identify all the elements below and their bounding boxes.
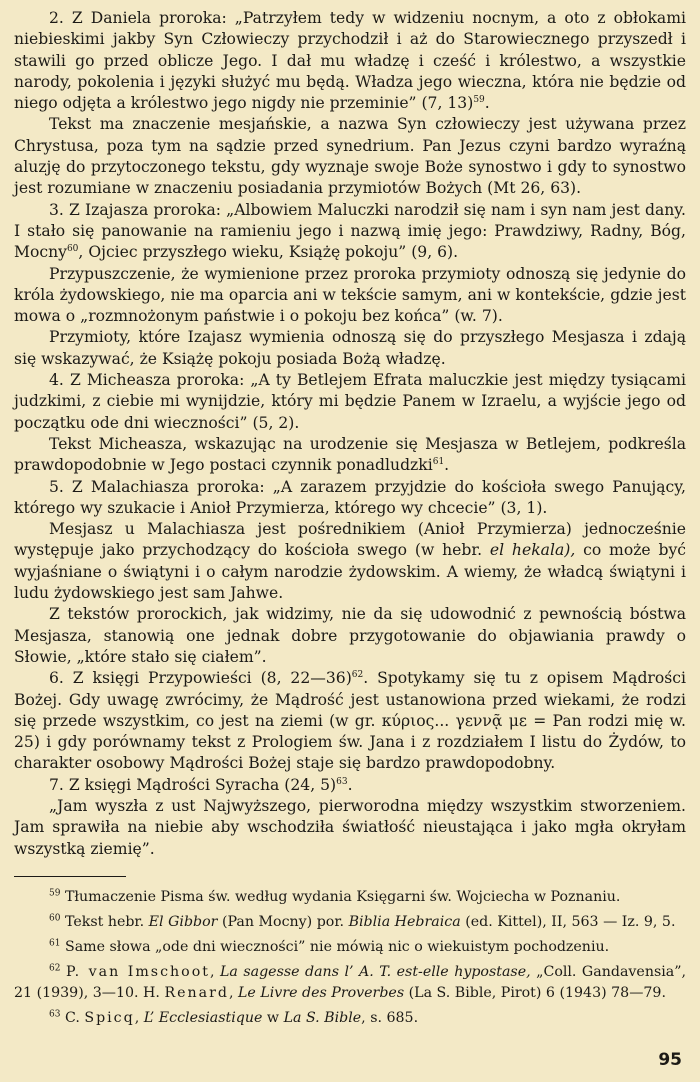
footnote-60: $^{60}$ Tekst hebr. El Gibbor (Pan Mocny) por. Biblia Hebraica (ed. Kittel), II, 563 — Iz. 9, 5. [49,913,676,930]
footnote-62: $^{62}$ P. van Imschoot, La sagesse dans l’ A. T. est-elle hypostase, „Coll. Gandavensia”, 21 (1939), 3—10. H. Renard, Le Livre des Proverbes (La S. Bible, Pirot) 6 (1943) 78—79. [14,963,686,1001]
paragraph-malachi-messiah: Mesjasz u Malachiasza jest pośrednikiem (Anioł Przymierza) jednocześnie występuje jako przychodzący do kościoła swego (w hebr. el hekala), co może być wyjaśniane o świątyni i o całym narodzie żydowskim. A wiemy, że władcą świątyni i ludu żydowskiego jest sam Jahwe. [14,520,686,603]
footnote-ref-61: 61 [432,457,445,468]
footnote-divider [14,876,126,877]
footnote-ref-63: 63 [336,776,348,787]
paragraph-sirach-quote: „Jam wyszła z ust Najwyższego, pierworodna między wszystkim stworzeniem. Jam sprawiła na niebie aby wschodziła światłość nieustająca i jako mgła okryłam wszystką ziemię”. [14,796,686,858]
page-body [14,8,686,1033]
page-number: 95 [658,1050,682,1070]
paragraph-son-of-man: Tekst ma znaczenie mesjańskie, a nazwa Syn człowieczy jest używana przez Chrystusa, poza tym na sądzie przed synedrium. Pan Jezus czyni bardzo wyraźną aluzję do przytoczonego tekstu, gdy wyznaje swoje Boże synostwo i gdy to synostwo jest rozumiane w znaczeniu posiadania przymiotów Bożych (Mt 26, 63). [14,115,686,198]
paragraph-sirach: 7. Z księgi Mądrości Syracha (24, 5)$^{63}$. [49,775,353,794]
footnote-ref-62: 62 [351,670,364,681]
paragraph-proverbs: 6. Z księgi Przypowieści (8, 22—36)$^{62}$. Spotykamy się tu z opisem Mądrości Bożej. Gdy uwagę zwrócimy, że Mądrość jest ustanowiona przed wiekami, że rodzi się przede wszystkim, co jest na ziemi (w gr. κύριος... γεννᾷ με = Pan rodzi mię w. 25) i gdy porównamy tekst z Prologiem św. Jana i z rozdziałem I listu do Żydów, to charakter osobowy Mądrości Bożej staje się bardzo prawdopodobny. [14,669,686,773]
footnote-59: $^{59}$ Tłumaczenie Pisma św. według wydania Księgarni św. Wojciecha w Poznaniu. [49,888,621,905]
footnotes [14,887,686,1029]
paragraph-micah: 4. Z Micheasza proroka: „A ty Betlejem Efrata maluczkie jest między tysiącami judzkimi, z ciebie mi wynijdzie, który mi będzie Panem w Izraelu, a wyjście jego od początku ode dni wieczności” (5, 2). [14,371,686,432]
footnote-61: $^{61}$ Same słowa „ode dni wieczności” nie mówią nic o wiekuistym pochodzeniu. [49,938,610,955]
footnote-ref-59: 59 [473,95,485,105]
hebrew-term: el hekala), [489,541,576,560]
footnote-63: $^{63}$ C. Spicq, L’ Ecclesiastique w La S. Bible, s. 685. [49,1009,419,1026]
paragraph-daniel: 2. Z Daniela proroka: „Patrzyłem tedy w widzeniu nocnym, a oto z obłokami niebieskimi jakby Syn Człowieczy przychodził i aż do Starowiecznego przyszedł i stawili go przed oblicze Jego. I dał mu władzę i cześć i królestwo, a wszystkie narody, pokolenia i języki służyć mu będą. Władza jego wieczna, która nie będzie od niego odjęta a królestwo jego nigdy nie przeminie” (7, 13)$^{59}$. [14,9,686,113]
paragraph-micah-text: Tekst Micheasza, wskazując na urodzenie się Mesjasza w Betlejem, podkreśla prawdopodobnie w Jego postaci czynnik ponadludzki$^{61}$. [14,434,686,475]
paragraph-malachi: 5. Z Malachiasza proroka: „A zarazem przyjdzie do kościoła swego Panujący, którego wy szukacie i Anioł Przymierza, którego wy chcecie” (3, 1). [14,477,686,517]
footnote-ref-60: 60 [66,244,79,255]
paragraph-assumption: Przypuszczenie, że wymienione przez proroka przymioty odnoszą się jedynie do króla żydowskiego, nie ma oparcia ani w tekście samym, ani w kontekście, gdzie jest mowa o „rozmnożonym państwie i o pokoju bez końca” (w. 7). [14,264,686,326]
paragraph-attributes: Przymioty, które Izajasz wymienia odnoszą się do przyszłego Mesjasza i zdają się wskazywać, że Książę pokoju posiada Bożą władzę. [14,328,686,368]
paragraph-isaiah: 3. Z Izajasza proroka: „Albowiem Maluczki narodził się nam i syn nam jest dany. I stało się panowanie na ramieniu jego i nazwą imię jego: Prawdziwy, Radny, Bóg, Mocny$^{60}$, Ojciec przyszłego wieku, Książę pokoju” (9, 6). [14,200,686,262]
paragraph-prophetic-texts: Z tekstów prorockich, jak widzimy, nie da się udowodnić z pewnością bóstwa Mesjasza, stanowią one jednak dobre przygotowanie do objawiania prawdy o Słowie, „które stało się ciałem”. [14,605,686,666]
